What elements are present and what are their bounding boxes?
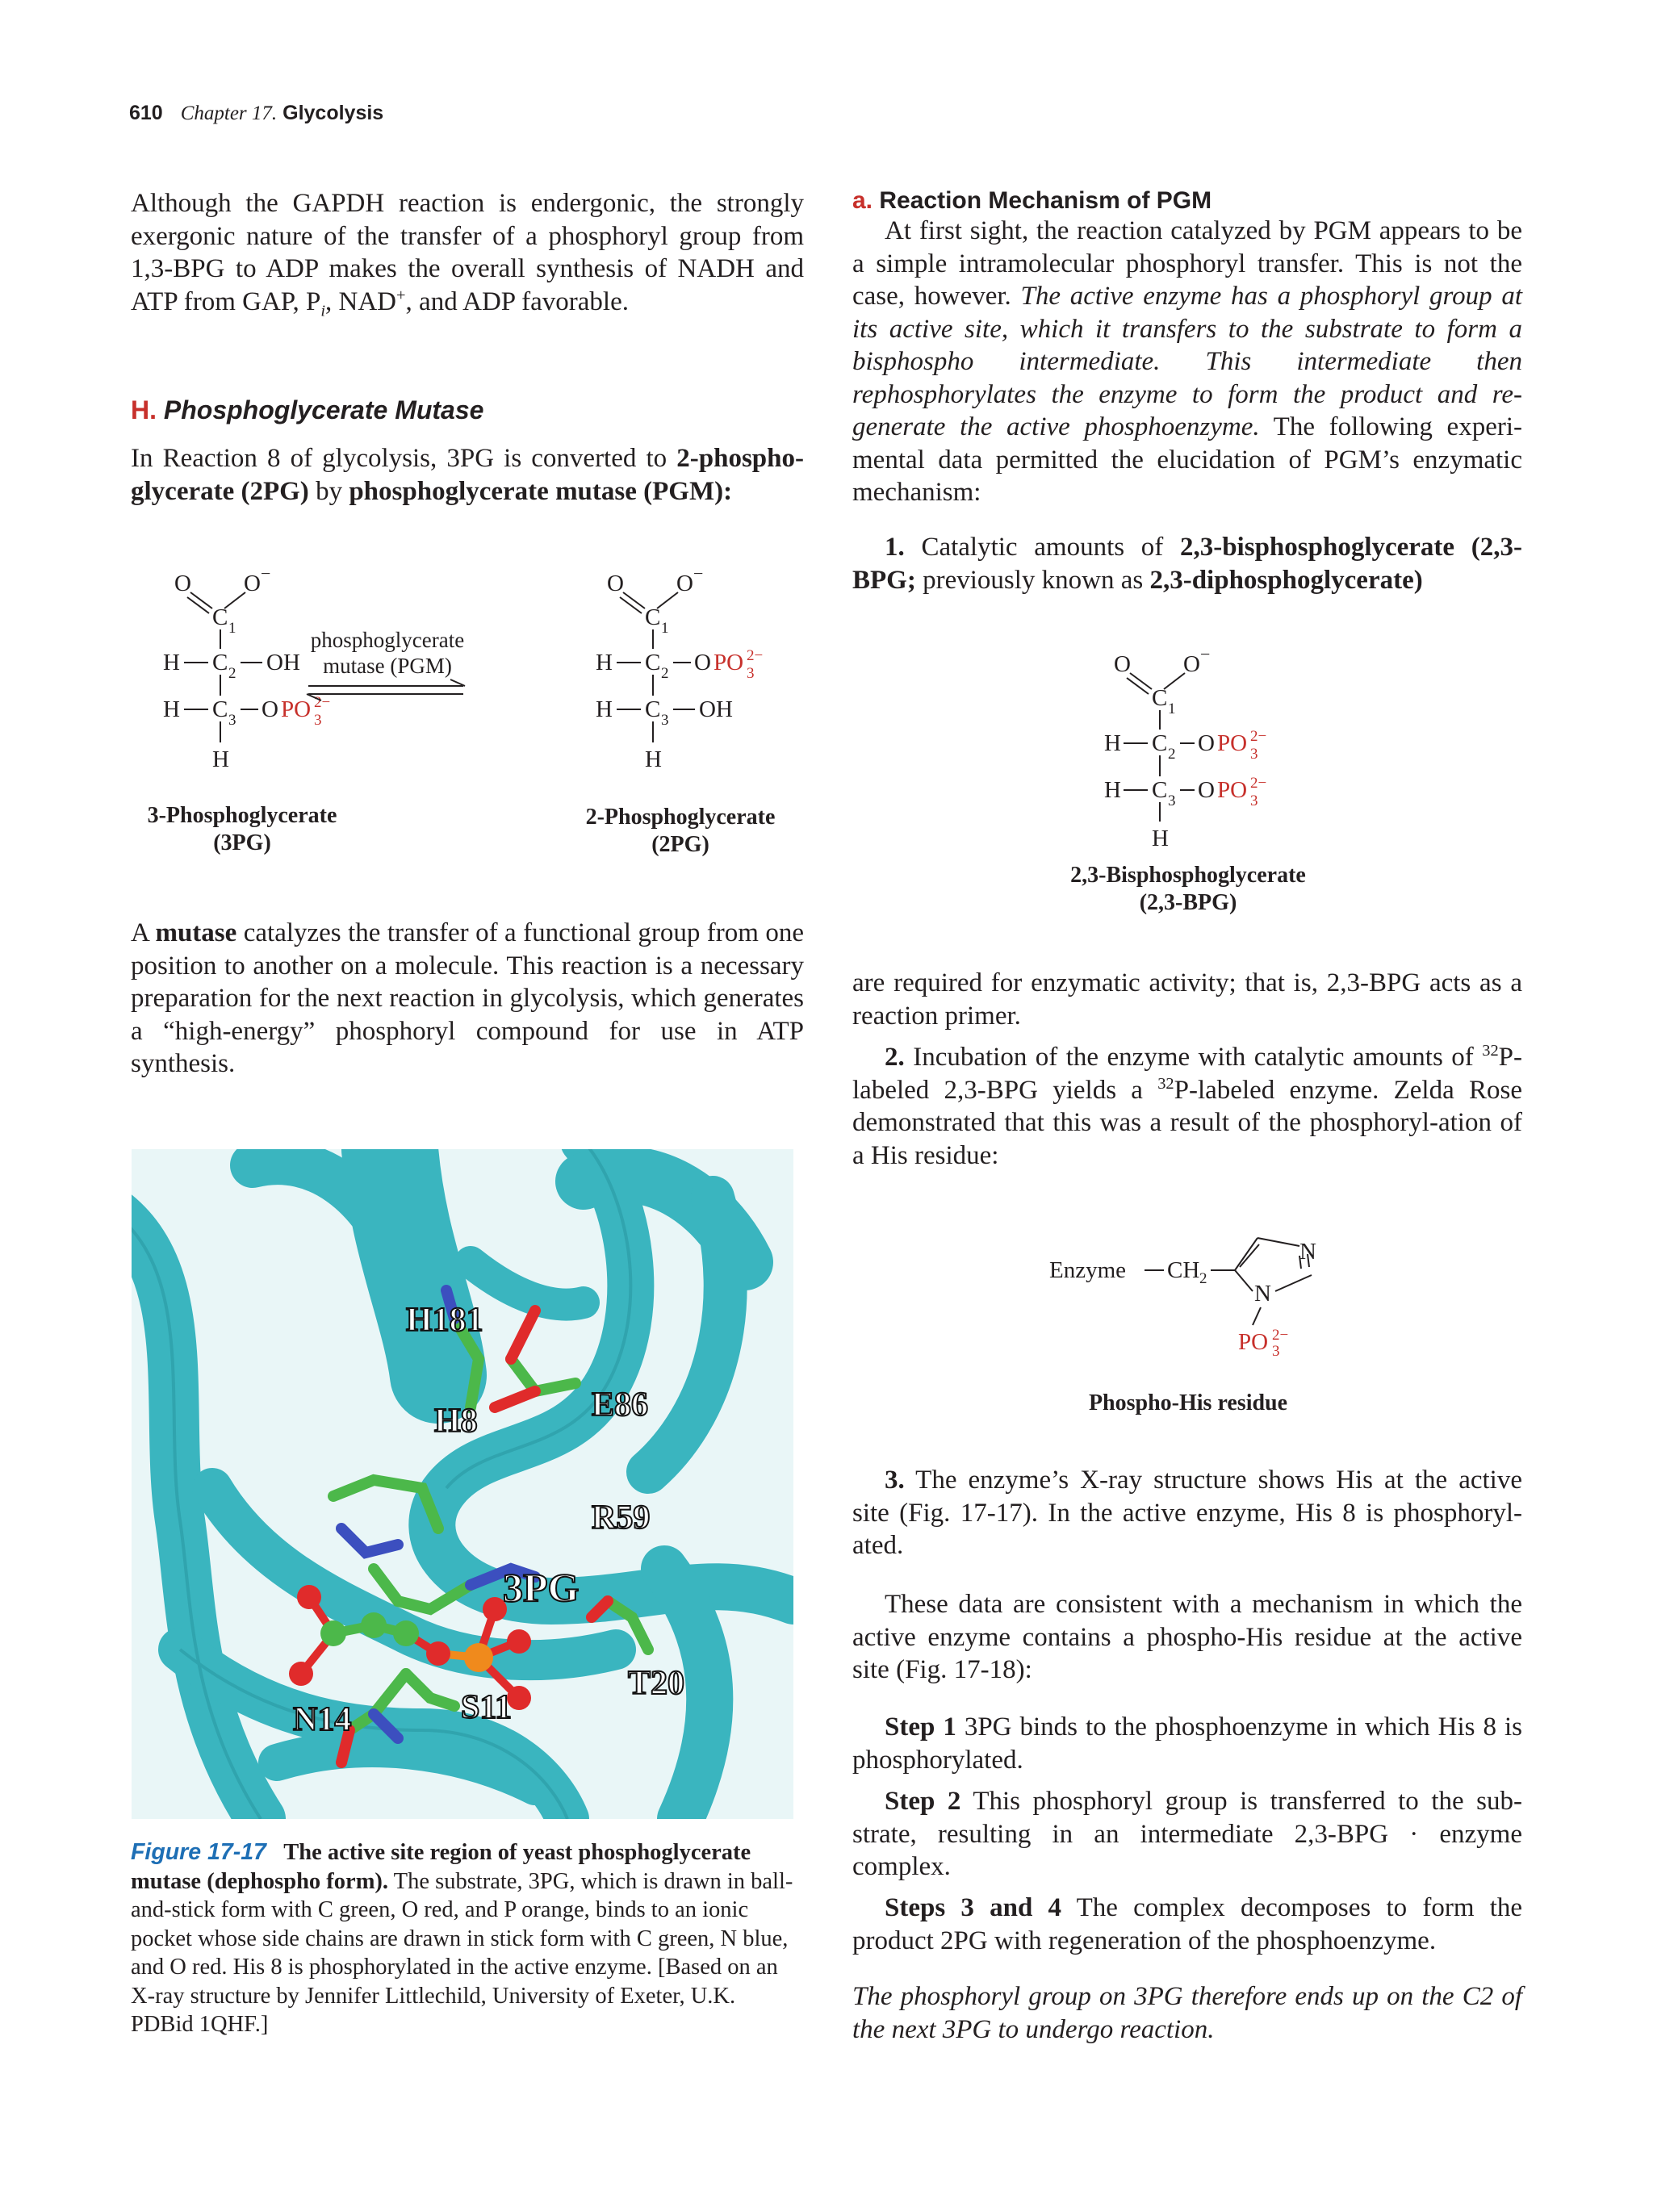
svg-text:O: O bbox=[676, 571, 693, 596]
svg-text:3: 3 bbox=[661, 712, 669, 729]
item-2: 2. Incubation of the enzyme with catalytic amounts of $^{32}$P-labeled 2,3-BPG yields a $^{32}$P-labeled enzyme. Zelda Rose demonstrated that this was a result of the phosphoryl-ation of a His residue: bbox=[852, 1042, 1522, 1170]
svg-text:2: 2 bbox=[1168, 746, 1176, 763]
svg-text:1: 1 bbox=[661, 620, 669, 637]
left-intro-paragraph: Although the GAPDH reaction is endergonic, the strongly exergonic nature of the transfer of a phosphoryl group from 1,3-BPG to ADP makes the overall synthesis of NADH and ATP from GAP, $P_i$, NAD+, and ADP favorable. bbox=[131, 189, 804, 320]
pgm-reaction-scheme bbox=[129, 557, 807, 807]
label-n14: N14 bbox=[293, 1701, 352, 1738]
consistent-paragraph: These data are consistent with a mechanism in which the active enzyme contains a phospho-His residue at the active site (Fig. 17-18): bbox=[852, 1590, 1522, 1684]
svg-text:3: 3 bbox=[1250, 792, 1258, 809]
svg-text:O: O bbox=[1183, 651, 1200, 677]
2pg-name: 2-Phosphoglycerate (2PG) bbox=[585, 805, 776, 857]
running-header bbox=[129, 102, 383, 125]
phospho-his-structure bbox=[1041, 1211, 1348, 1380]
svg-text:1: 1 bbox=[1168, 700, 1176, 717]
svg-text:C: C bbox=[645, 604, 661, 630]
bpg-structure bbox=[1098, 638, 1356, 855]
svg-text:H: H bbox=[596, 696, 613, 722]
label-e86: E86 bbox=[592, 1386, 649, 1424]
enzyme-text: Enzyme bbox=[1049, 1257, 1127, 1283]
svg-text:O: O bbox=[1114, 651, 1131, 677]
svg-text:2−: 2− bbox=[1272, 1327, 1289, 1344]
svg-text:2−: 2− bbox=[1250, 775, 1267, 792]
svg-text:C: C bbox=[645, 696, 661, 722]
svg-text:O: O bbox=[1198, 730, 1215, 756]
svg-text:CH: CH bbox=[1167, 1257, 1200, 1283]
svg-text:N: N bbox=[1299, 1239, 1316, 1265]
item-3: 3. The enzyme’s X-ray structure shows His at the active site (Fig. 17-17). In the active enzyme, His 8 is phosphoryl-ated. bbox=[852, 1466, 1522, 1560]
svg-text:H: H bbox=[212, 746, 229, 772]
svg-text:H: H bbox=[596, 650, 613, 675]
active-site-figure bbox=[132, 1149, 793, 1819]
label-s11: S11 bbox=[461, 1689, 513, 1726]
section-heading-a: a. Reaction Mechanism of PGM bbox=[852, 187, 1212, 214]
svg-text:H: H bbox=[645, 746, 662, 772]
equilibrium-arrows bbox=[307, 679, 465, 700]
svg-text:O: O bbox=[607, 571, 624, 596]
svg-text:C: C bbox=[212, 650, 228, 675]
3pg-structure bbox=[163, 563, 330, 772]
section-heading-h: H. Phosphoglycerate Mutase bbox=[131, 395, 484, 424]
item-1: 1. Catalytic amounts of 2,3-bisphosphoglycerate (2,3-BPG; previously known as 2,3-diphosphoglycerate) bbox=[852, 533, 1522, 595]
enzyme-label-1: phosphoglycerate bbox=[310, 628, 465, 652]
svg-text:C: C bbox=[212, 696, 228, 722]
svg-text:H: H bbox=[1104, 777, 1121, 803]
svg-text:PO: PO bbox=[281, 696, 312, 722]
svg-text:PO: PO bbox=[1217, 730, 1248, 756]
svg-text:3: 3 bbox=[1168, 792, 1176, 809]
step-1: Step 1 3PG binds to the phosphoenzyme in which His 8 is phosphorylated. bbox=[852, 1712, 1522, 1775]
svg-text:O: O bbox=[694, 650, 711, 675]
svg-text:2−: 2− bbox=[747, 647, 764, 664]
svg-text:O: O bbox=[262, 696, 278, 722]
2pg-structure bbox=[596, 563, 763, 772]
svg-text:OH: OH bbox=[699, 696, 733, 722]
mechanism-paragraph: At first sight, the reaction catalyzed by PGM appears to be a simple intramolecular phosphoryl transfer. This is not the case, however. The active enzyme has a phosphoryl group at its active site, which it transfers to the substrate to form a bisphospho intermediate. This intermediate then rephosphorylates the enzyme to form the product and re-generate the active phosphoenzyme. The following experi-mental data permitted the elucidation of PGM’s enzymatic mechanism: bbox=[852, 216, 1522, 507]
steps-3-4: Steps 3 and 4 The complex decomposes to form the product 2PG with regeneration of the phosphoenzyme. bbox=[852, 1893, 1523, 1955]
phospho-his-name: Phospho-His residue bbox=[1088, 1390, 1288, 1415]
svg-text:−: − bbox=[693, 563, 704, 583]
svg-text:O: O bbox=[244, 571, 261, 596]
enzyme-label-2: mutase (PGM) bbox=[323, 654, 452, 678]
svg-text:C: C bbox=[645, 650, 661, 675]
svg-text:C: C bbox=[1152, 685, 1168, 711]
label-h8: H8 bbox=[434, 1403, 478, 1440]
svg-text:C: C bbox=[1152, 730, 1168, 756]
svg-text:−: − bbox=[1200, 644, 1211, 664]
svg-text:2−: 2− bbox=[1250, 728, 1267, 745]
svg-text:2−: 2− bbox=[314, 694, 331, 711]
chapter-title: Glycolysis bbox=[282, 102, 384, 124]
svg-text:3: 3 bbox=[747, 665, 755, 682]
conclusion: The phosphoryl group on 3PG therefore ends up on the C2 of the next 3PG to undergo reaction. bbox=[852, 1982, 1522, 2044]
svg-text:1: 1 bbox=[228, 620, 236, 637]
figure-caption: Figure 17-17 The active site region of yeast phosphoglycerate mutase (dephospho form). The substrate, 3PG, which is drawn in ball-and-stick form with C green, O red, and P orange, binds to an ionic pocket whose side chains are drawn in stick form with C green, N blue, and O red. His 8 is phosphorylated in the active enzyme. [Based on an X-ray structure by Jennifer Littlechild, University of Exeter, U.K. PDBid 1QHF.] bbox=[131, 1839, 793, 2037]
svg-text:O: O bbox=[1198, 777, 1215, 803]
3pg-name: 3-Phosphoglycerate (3PG) bbox=[147, 803, 337, 855]
svg-text:3: 3 bbox=[314, 712, 322, 729]
figure-number: Figure 17-17 bbox=[131, 1839, 266, 1865]
svg-text:PO: PO bbox=[714, 650, 744, 675]
label-h181: H181 bbox=[406, 1302, 483, 1339]
bpg-name: 2,3-Bisphosphoglycerate (2,3-BPG) bbox=[1070, 863, 1306, 915]
svg-text:H: H bbox=[163, 650, 180, 675]
svg-text:3: 3 bbox=[1250, 746, 1258, 763]
svg-text:3: 3 bbox=[228, 712, 236, 729]
svg-text:C: C bbox=[1152, 777, 1168, 803]
svg-text:PO: PO bbox=[1217, 777, 1248, 803]
page-number: 610 bbox=[129, 102, 163, 124]
svg-text:2: 2 bbox=[1199, 1270, 1207, 1287]
label-3pg: 3PG bbox=[503, 1565, 580, 1610]
reaction8-paragraph: In Reaction 8 of glycolysis, 3PG is converted to 2-phospho-glycerate (2PG) by phosphoglycerate mutase (PGM): bbox=[131, 444, 804, 506]
svg-text:O: O bbox=[174, 571, 191, 596]
svg-text:N: N bbox=[1254, 1281, 1271, 1307]
svg-text:OH: OH bbox=[266, 650, 300, 675]
svg-text:H: H bbox=[163, 696, 180, 722]
svg-text:H: H bbox=[1152, 826, 1169, 851]
step-2: Step 2 This phosphoryl group is transferred to the sub-strate, resulting in an intermediate 2,3-BPG · enzyme complex. bbox=[852, 1787, 1523, 1881]
svg-text:3: 3 bbox=[1272, 1343, 1280, 1360]
svg-text:H: H bbox=[1104, 730, 1121, 756]
svg-text:PO: PO bbox=[1238, 1329, 1269, 1355]
svg-text:2: 2 bbox=[661, 665, 669, 682]
svg-text:−: − bbox=[261, 563, 271, 583]
label-t20: T20 bbox=[628, 1665, 685, 1702]
chapter-number: Chapter 17. bbox=[180, 102, 278, 124]
item-1-continued: are required for enzymatic activity; that is, 2,3-BPG acts as a reaction primer. bbox=[852, 968, 1522, 1031]
mutase-paragraph: A mutase catalyzes the transfer of a functional group from one position to another on a molecule. This reaction is a necessary preparation for the next reaction in glycolysis, which generates a “high-energy” phosphoryl compound for use in ATP synthesis. bbox=[131, 918, 805, 1078]
svg-text:C: C bbox=[212, 604, 228, 630]
label-r59: R59 bbox=[592, 1499, 651, 1537]
svg-text:2: 2 bbox=[228, 665, 236, 682]
